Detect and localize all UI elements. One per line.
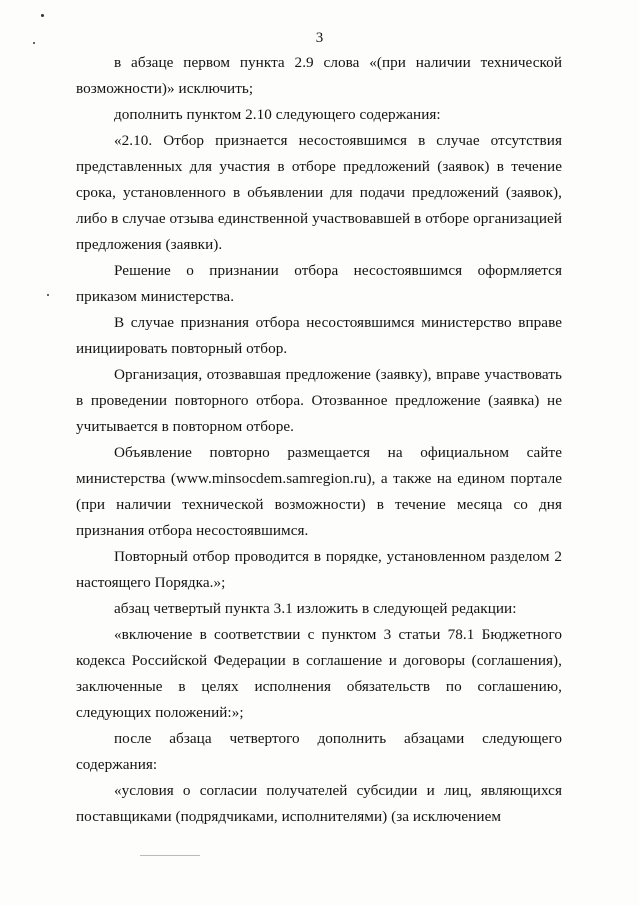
- paragraph: абзац четвертый пункта 3.1 изложить в следующей редакции:: [114, 600, 517, 617]
- paragraph: дополнить пунктом 2.10 следующего содержания:: [114, 106, 441, 123]
- scan-speck: [41, 14, 44, 17]
- scan-speck: [47, 294, 49, 296]
- paragraph: «условия о согласии получателей субсидии и лиц, являющихся поставщиками (подрядчиками, исполнителями) (за исключением: [76, 782, 562, 825]
- paragraph: в абзаце первом пункта 2.9 слова «(при наличии технической возможности)» исключить;: [76, 54, 562, 97]
- page-number: 3: [315, 30, 324, 46]
- paragraph: Повторный отбор проводится в порядке, установленном разделом 2 настоящего Порядка.»;: [76, 548, 562, 591]
- paragraph: после абзаца четвертого дополнить абзацами следующего содержания:: [76, 730, 562, 773]
- scan-artifact-line: [140, 855, 200, 856]
- paragraph: Объявление повторно размещается на официальном сайте министерства (www.minsocdem.samregion.ru), а также на едином портале (при наличии технической возможности) в течение месяца со дня признания отбора несостоявшимся.: [76, 444, 562, 539]
- paragraph: «включение в соответствии с пунктом 3 статьи 78.1 Бюджетного кодекса Российской Федерации в соглашение и договоры (соглашения), заключенные в целях исполнения обязательств по соглашению, следующих положений:»;: [76, 626, 562, 721]
- paragraph: Решение о признании отбора несостоявшимся оформляется приказом министерства.: [76, 262, 562, 305]
- paragraph: «2.10. Отбор признается несостоявшимся в случае отсутствия представленных для участия в отборе предложений (заявок) в течение срока, установленного в объявлении для подачи предложений (заявок), либо в случае отзыва единственной участвовавшей в отборе организацией предложения (заявки).: [76, 132, 562, 253]
- paragraph: В случае признания отбора несостоявшимся министерство вправе инициировать повторный отбор.: [76, 314, 562, 357]
- document-body: [76, 50, 562, 830]
- paragraph: Организация, отозвавшая предложение (заявку), вправе участвовать в проведении повторного отбора. Отозванное предложение (заявка) не учитывается в повторном отборе.: [76, 366, 562, 435]
